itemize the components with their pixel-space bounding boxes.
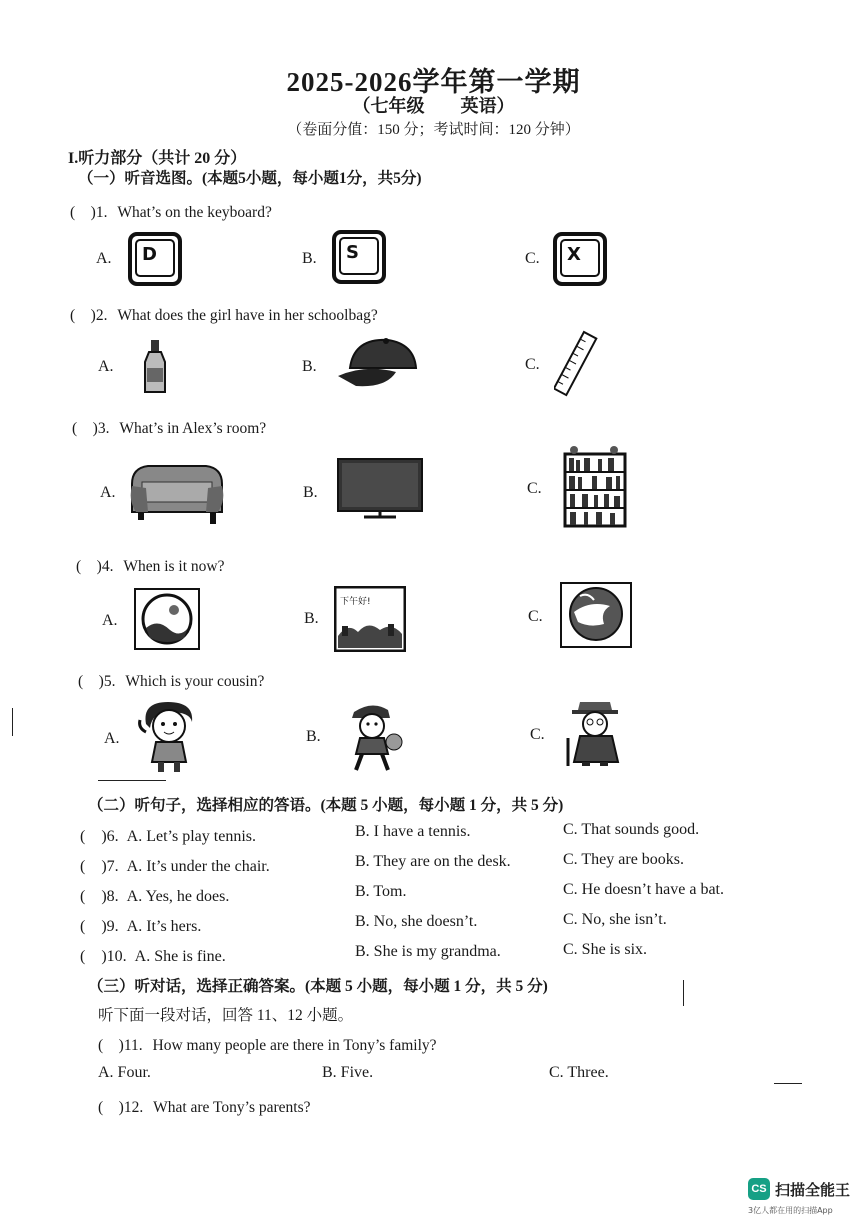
option-label: B. (302, 250, 317, 267)
key-s-picture (332, 230, 386, 284)
section1-heading: （一）听音选图。(本题5小题，每小题1分，共5分) (78, 170, 422, 187)
question-number: ( )4. (76, 558, 114, 575)
option-label: A. (98, 358, 114, 375)
option-label: C. (525, 250, 540, 267)
option-label: C. (525, 356, 540, 373)
option-b: B. I have a tennis. (355, 823, 471, 840)
sofa-picture (128, 456, 226, 528)
option-c: C. Three. (549, 1064, 609, 1081)
option-b: B. They are on the desk. (355, 853, 511, 870)
question-6 (80, 823, 256, 846)
question-number: ( )11. (98, 1037, 143, 1054)
key-letter: X (567, 244, 581, 265)
option-c: C. That sounds good. (563, 821, 700, 838)
question-text: What’s on the keyboard? (117, 204, 272, 221)
option-a: A. It’s under the chair. (126, 858, 270, 875)
option-c: C. No, she isn’t. (563, 911, 667, 928)
option-c: C. He doesn’t have a bat. (563, 881, 724, 898)
key-x-picture (553, 232, 607, 286)
question-number: ( )2. (70, 307, 108, 324)
question-number: ( )12. (98, 1099, 144, 1116)
part1-heading: I.听力部分（共计 20 分） (68, 150, 247, 167)
question-number: ( )8. (80, 888, 119, 905)
scanner-name: 扫描全能王 (775, 1180, 851, 1199)
boy-picture (338, 700, 408, 774)
option-label: B. (302, 358, 317, 375)
option-a: A. Yes, he does. (126, 888, 230, 905)
option-label: A. (96, 250, 112, 267)
girl-picture (136, 698, 202, 776)
key-letter: D (142, 244, 157, 265)
question-2 (70, 303, 378, 325)
scanner-logo-icon: CS (748, 1178, 770, 1200)
question-text: What’s in Alex’s room? (119, 420, 267, 437)
page-title: 2025-2026学年第一学期 (286, 67, 581, 97)
exam-info: （卷面分值：150 分；考试时间：120 分钟） (287, 122, 580, 138)
option-label: B. (306, 728, 321, 745)
section3-intro: 听下面一段对话，回答 11、12 小题。 (98, 1007, 354, 1024)
question-number: ( )6. (80, 828, 119, 845)
grandpa-picture (562, 698, 628, 768)
question-1 (70, 200, 272, 222)
option-label: B. (304, 610, 319, 627)
section2-heading: （二）听句子，选择相应的答语。(本题 5 小题，每小题 1 分，共 5 分) (88, 797, 564, 814)
question-11 (98, 1033, 437, 1055)
option-b: B. Tom. (355, 883, 407, 900)
option-label: C. (530, 726, 545, 743)
question-number: ( )7. (80, 858, 119, 875)
key-letter: S (346, 242, 359, 263)
scan-mark (774, 1083, 802, 1084)
option-a: A. Let’s play tennis. (126, 828, 256, 845)
key-d-picture (128, 232, 182, 286)
bottle-picture (140, 338, 170, 396)
option-label: B. (303, 484, 318, 501)
option-label: C. (528, 608, 543, 625)
option-b: B. Five. (322, 1064, 374, 1081)
morning-picture (134, 588, 200, 650)
question-number: ( )3. (72, 420, 110, 437)
tv-picture (336, 457, 424, 523)
question-text: When is it now? (123, 558, 225, 575)
option-b: B. She is my grandma. (355, 943, 501, 960)
scanner-tagline: 3亿人都在用的扫描App (748, 1206, 833, 1215)
question-number: ( )5. (78, 673, 116, 690)
cap-picture (336, 334, 424, 392)
question-text: How many people are there in Tony’s family? (152, 1037, 437, 1054)
question-12 (98, 1095, 311, 1117)
question-7 (80, 853, 270, 876)
page-subtitle: （七年级 英语） (352, 96, 515, 116)
question-text: Which is your cousin? (125, 673, 265, 690)
option-label: C. (527, 480, 542, 497)
question-10 (80, 943, 226, 966)
option-c: C. She is six. (563, 941, 648, 958)
bookshelf-picture (562, 444, 628, 528)
question-number: ( )10. (80, 948, 127, 965)
question-number: ( )1. (70, 204, 108, 221)
question-3 (72, 416, 266, 438)
scan-mark (683, 980, 684, 1006)
question-number: ( )9. (80, 918, 119, 935)
question-4 (76, 554, 225, 576)
scanner-watermark (748, 1178, 850, 1200)
question-8 (80, 883, 229, 906)
section3-heading: （三）听对话，选择正确答案。(本题 5 小题，每小题 1 分，共 5 分) (88, 978, 548, 995)
option-a: A. It’s hers. (126, 918, 202, 935)
option-a: A. She is fine. (134, 948, 226, 965)
afternoon-picture (334, 586, 406, 652)
evening-picture (560, 582, 632, 648)
option-label: A. (104, 730, 120, 747)
question-9 (80, 913, 201, 936)
divider (98, 780, 166, 781)
option-label: A. (100, 484, 116, 501)
option-b: B. No, she doesn’t. (355, 913, 478, 930)
option-c: C. They are books. (563, 851, 685, 868)
ruler-picture (554, 330, 598, 398)
greeting-text: 下午好! (340, 597, 371, 607)
question-5 (78, 669, 264, 691)
question-text: What are Tony’s parents? (153, 1099, 311, 1116)
option-a: A. Four. (98, 1064, 151, 1081)
option-label: A. (102, 612, 118, 629)
scan-mark (12, 708, 13, 736)
question-text: What does the girl have in her schoolbag? (117, 307, 378, 324)
